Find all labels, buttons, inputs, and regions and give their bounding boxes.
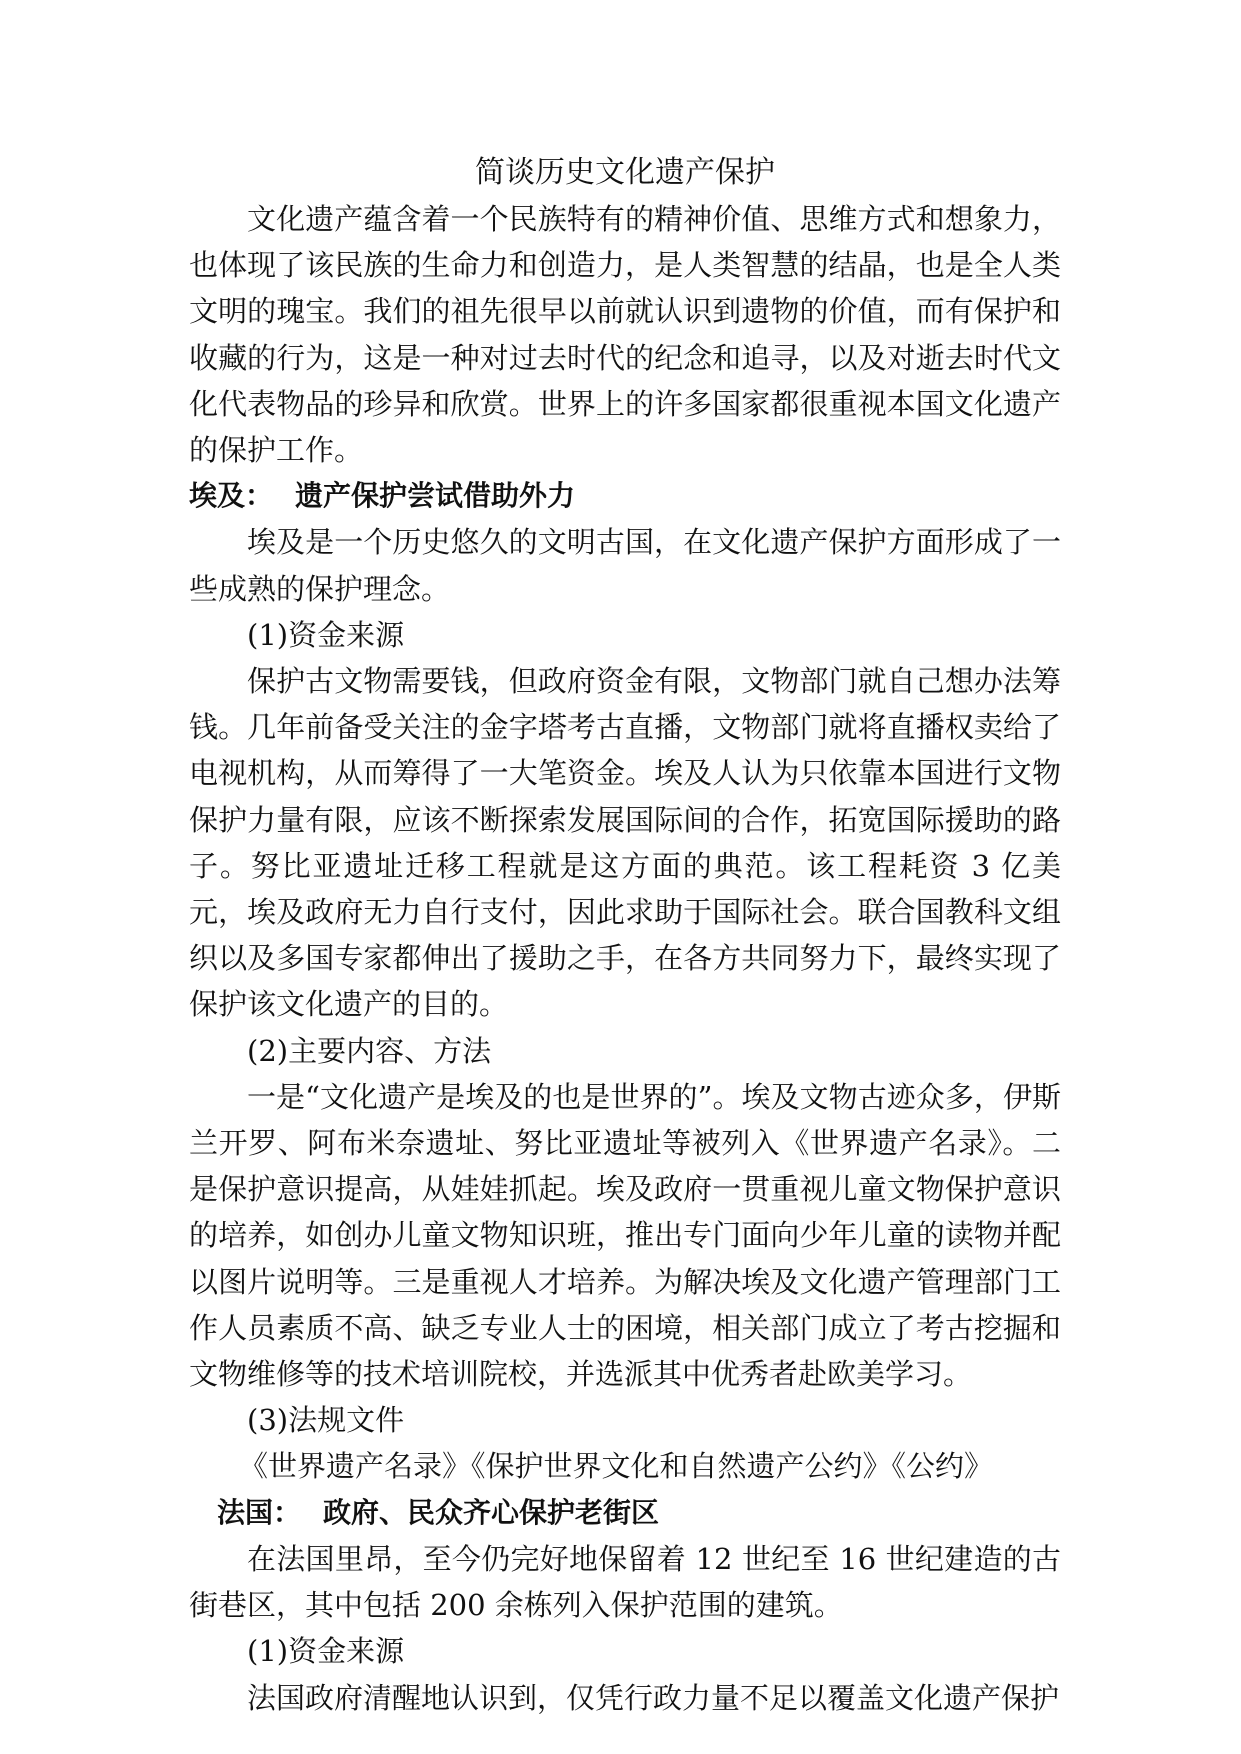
egypt-laws-list: 《世界遗产名录》《保护世界文化和自然遗产公约》《公约》 — [239, 1449, 994, 1484]
section-heading-egypt — [189, 473, 1061, 519]
document-body — [189, 150, 1061, 1721]
france-funding-subheading: (1)资金来源 — [247, 1634, 405, 1669]
france-funding-paragraph: 法国政府清醒地认识到，仅凭行政力量不足以覆盖文化遗产保护 — [247, 1680, 1060, 1715]
egypt-laws-subheading: (3)法规文件 — [247, 1403, 405, 1438]
egypt-funding-subheading: (1)资金来源 — [247, 617, 405, 652]
section-country-france: 法国： — [217, 1495, 302, 1529]
egypt-funding-paragraph: 保护古文物需要钱，但政府资金有限，文物部门就自己想办法筹钱。几年前备受关注的金字塔考古直播，文物部门就将直播权卖给了电视机构，从而筹得了一大笔资金。埃及人认为只依靠本国进行文物保护力量有限，应该不断探索发展国际间的合作，拓宽国际援助的路子。努比亚遗址迁移工程就是这方面的典范。该工程耗资 3 亿美元，埃及政府无力自行支付，因此求助于国际社会。联合国教科文组织以及多国专家都伸出了援助之手，在各方共同努力下，最终实现了保护该文化遗产的目的。 — [189, 664, 1061, 1022]
section-country-egypt: 埃及： — [189, 479, 274, 513]
section-title-france: 政府、民众齐心保护老街区 — [323, 1495, 660, 1529]
egypt-methods-paragraph: 一是“文化遗产是埃及的也是世界的”。埃及文物古迹众多，伊斯兰开罗、阿布米奈遗址、努比亚遗址等被列入《世界遗产名录》。二是保护意识提高，从娃娃抓起。埃及政府一贯重视儿童文物保护意识的培养，如创办儿童文物知识班，推出专门面向少年儿童的读物并配以图片说明等。三是重视人才培养。为解决埃及文化遗产管理部门工作人员素质不高、缺乏专业人士的困境，相关部门成立了考古挖掘和文物维修等的技术培训院校，并选派其中优秀者赴欧美学习。 — [189, 1079, 1061, 1392]
egypt-methods-subheading: (2)主要内容、方法 — [247, 1033, 492, 1068]
intro-paragraph: 文化遗产蕴含着一个民族特有的精神价值、思维方式和想象力，也体现了该民族的生命力和创造力，是人类智慧的结晶，也是全人类文明的瑰宝。我们的祖先很早以前就认识到遗物的价值，而有保护和收藏的行为，这是一种对过去时代的纪念和追寻，以及对逝去时代文化代表物品的珍异和欣赏。世界上的许多国家都很重视本国文化遗产的保护工作。 — [189, 202, 1061, 468]
document-title: 简谈历史文化遗产保护 — [475, 155, 775, 190]
section-heading-france — [189, 1490, 1061, 1536]
section-title-egypt: 遗产保护尝试借助外力 — [295, 479, 576, 513]
egypt-intro-paragraph: 埃及是一个历史悠久的文明古国，在文化遗产保护方面形成了一些成熟的保护理念。 — [189, 525, 1061, 606]
france-intro-paragraph: 在法国里昂，至今仍完好地保留着 12 世纪至 16 世纪建造的古街巷区，其中包括 200 余栋列入保护范围的建筑。 — [189, 1541, 1061, 1623]
